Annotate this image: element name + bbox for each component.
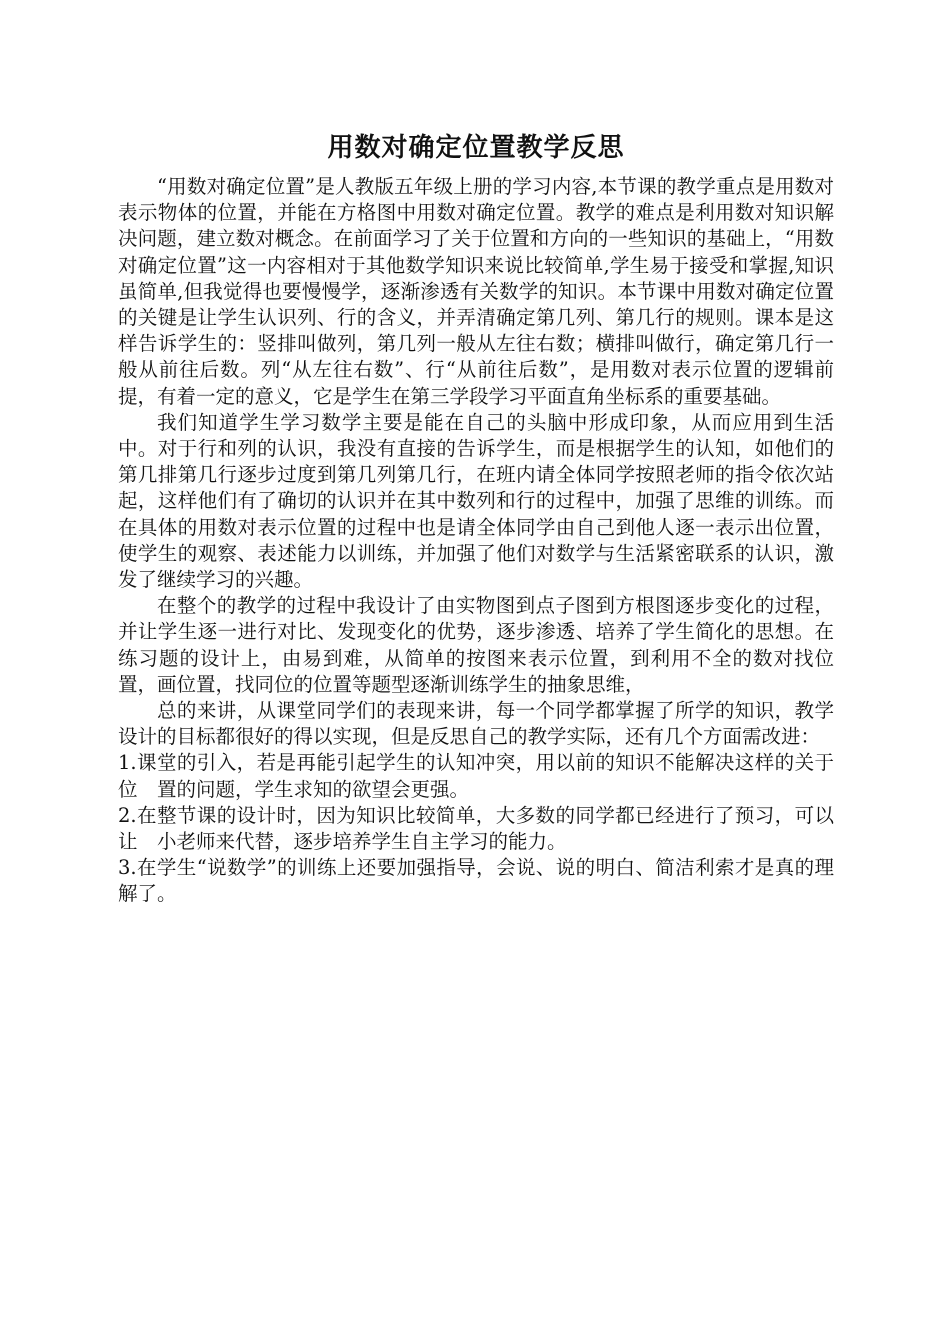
list-item-2: 2.在整节课的设计时，因为知识比较简单，大多数的同学都已经进行了预习，可以让 小老师来代替，逐步培养学生自主学习的能力。 xyxy=(118,803,834,854)
list-item-1: 1.课堂的引入，若是再能引起学生的认知冲突，用以前的知识不能解决这样的关于位 置的问题，学生求知的欲望会更强。 xyxy=(118,751,834,801)
paragraph-3: 在整个的教学的过程中我设计了由实物图到点子图到方根图逐步变化的过程，并让学生逐一进行对比、发现变化的优势，逐步渗透、培养了学生简化的思想。在练习题的设计上，由易到难，从简单的按图来表示位置，到利用不全的数对找位置，画位置，找同位的位置等题型逐渐训练学生的抽象思维， xyxy=(118,594,834,696)
document-page xyxy=(118,128,834,908)
paragraph-2: 我们知道学生学习数学主要是能在自己的头脑中形成印象，从而应用到生活中。对于行和列的认识，我没有直接的告诉学生，而是根据学生的认知，如他们的第几排第几行逐步过度到第几列第几行，在班内请全体同学按照老师的指令依次站起，这样他们有了确切的认识并在其中数列和行的过程中，加强了思维的训练。而在具体的用数对表示位置的过程中也是请全体同学由自己到他人逐一表示出位置，使学生的观察、表述能力以训练，并加强了他们对数学与生活紧密联系的认识，激发了继续学习的兴趣。 xyxy=(118,410,834,592)
document-title: 用数对确定位置教学反思 xyxy=(327,133,625,163)
paragraph-1: “用数对确定位置”是人教版五年级上册的学习内容,本节课的教学重点是用数对表示物体的位置，并能在方格图中用数对确定位置。教学的难点是利用数对知识解决问题，建立数对概念。在前面学习了关于位置和方向的一些知识的基础上，“用数对确定位置”这一内容相对于其他数学知识来说比较简单,学生易于接受和掌握,知识虽简单,但我觉得也要慢慢学，逐渐渗透有关数学的知识。本节课中用数对确定位置的关键是让学生认识列、行的含义，并弄清确定第几列、第几行的规则。课本是这样告诉学生的：竖排叫做列，第几列一般从左往右数；横排叫做行，确定第几行一般从前往后数。列“从左往右数”、行“从前往后数”，是用数对表示位置的逻辑前提，有着一定的意义，它是学生在第三学段学习平面直角坐标系的重要基础。 xyxy=(118,175,834,408)
list-item-3: 3.在学生“说数学”的训练上还要加强指导，会说、说的明白、简洁利索才是真的理解了。 xyxy=(118,856,834,906)
paragraph-4: 总的来讲，从课堂同学们的表现来讲，每一个同学都掌握了所学的知识，教学设计的目标都很好的得以实现，但是反思自己的教学实际，还有几个方面需改进： xyxy=(118,699,834,749)
